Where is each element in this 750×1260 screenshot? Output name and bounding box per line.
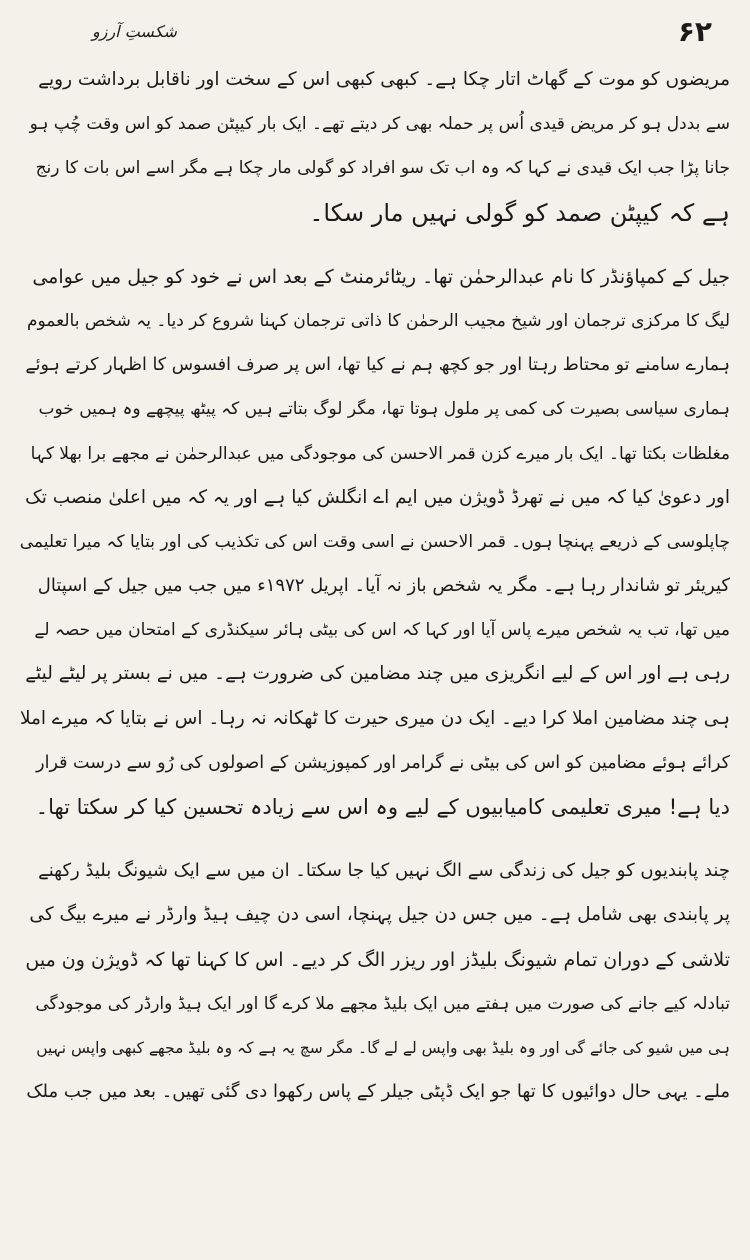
text-line: دیا ہے! میری تعلیمی کامیابیوں کے لیے وہ اس سے زیادہ تحسین کیا کر سکتا تھا۔ — [35, 795, 730, 819]
paragraph — [20, 58, 730, 235]
text-line: میں تھا، تب یہ شخص میرے پاس آیا اور کہا کہ اس کی بیٹی ہائر سیکنڈری کے امتحان میں حصہ لے — [34, 620, 730, 641]
text-line: اور دعویٰ کیا کہ میں نے تھرڈ ڈویژن میں ایم اے انگلش کیا ہے اور یہ کہ میں اعلیٰ منصب تک — [25, 486, 730, 508]
text-line: پر پابندی بھی شامل ہے۔ میں جس دن جیل پہنچا، اسی دن چیف ہیڈ وارڈر نے میرے بیگ کی — [29, 904, 730, 926]
book-title: شکستِ آرزو — [92, 22, 177, 41]
page-number: ۶۲ — [677, 15, 712, 48]
text-line: رہی ہے اور اس کے لیے انگریزی میں چند مضامین کی ضرورت ہے۔ میں نے بستر پر لیٹے لیٹے — [25, 663, 730, 685]
paragraph — [20, 255, 730, 829]
text-line: ملے۔ یہی حال دوائیوں کا تھا جو ایک ڈپٹی جیلر کے پاس رکھوا دی گئی تھیں۔ بعد میں جب ملک — [26, 1081, 730, 1103]
text-line: جانا پڑا جب ایک قیدی نے کہا کہ وہ اب تک سو افراد کو گولی مار چکا ہے مگر اسے اس بات کا رنج — [35, 158, 730, 179]
text-line: ہمارے سامنے تو محتاط رہتا اور جو کچھ ہم نے کیا تھا، اس پر صرف افسوس کا اظہار کرتے ہوئے — [25, 355, 730, 376]
text-line: مریضوں کو موت کے گھاٹ اتار چکا ہے۔ کبھی کبھی اس کے سخت اور ناقابل برداشت رویے — [38, 69, 730, 90]
text-line: کیریئر تو شاندار رہا ہے۔ مگر یہ شخص باز نہ آیا۔ اپریل ۱۹۷۲ء میں جب میں جیل کے اسپتال — [37, 575, 730, 597]
text-line: چاپلوسی کے ذریعے پہنچا ہوں۔ قمر الاحسن نے اسی وقت اس کی تکذیب کی اور بتایا کہ میرا تعلیمی — [20, 531, 730, 552]
text-line: سے بددل ہو کر مریض قیدی اُس پر حملہ بھی کر دیتے تھے۔ ایک بار کیپٹن صمد کو اس وقت چُپ ہو — [29, 114, 730, 135]
body-text — [20, 58, 730, 1134]
text-line: تلاشی کے دوران تمام شیونگ بلیڈز اور ریزر الگ کر دیے۔ اس کا کہنا تھا کہ ڈویژن ون میں — [25, 948, 730, 971]
text-line: تبادلہ کیے جانے کی صورت میں ہفتے میں ایک بلیڈ مجھے ملا کرے گا اور ایک ہیڈ وارڈر کی موجودگی — [35, 993, 730, 1014]
text-line: لیگ کا مرکزی ترجمان اور شیخ مجیب الرحمٰن کا ذاتی ترجمان کہنا شروع کر دیا۔ یہ شخص بالعموم — [27, 310, 730, 331]
text-line: ہے کہ کیپٹن صمد کو گولی نہیں مار سکا۔ — [309, 198, 730, 227]
text-line: چند پابندیوں کو جیل کی زندگی سے الگ نہیں کیا جا سکتا۔ ان میں سے ایک شیونگ بلیڈ رکھنے — [38, 860, 730, 882]
text-line: ہماری سیاسی بصیرت کی کمی پر ملول ہوتا تھا، مگر لوگ بتاتے ہیں کہ پیٹھ پیچھے وہ ہمیں خوب — [38, 399, 730, 420]
text-line: کرائے ہوئے مضامین کو اس کی بیٹی نے گرامر اور کمپوزیشن کے اصولوں کی رُو سے درست قرار — [36, 752, 730, 773]
text-line: مغلظات بکتا تھا۔ ایک بار میرے کزن قمر الاحسن کی موجودگی میں عبدالرحمٰن نے مجھے برا بھلا کہا — [30, 443, 730, 464]
text-line: جیل کے کمپاؤنڈر کا نام عبدالرحمٰن تھا۔ ریٹائرمنٹ کے بعد اس نے خود کو جیل میں عوامی — [32, 265, 730, 288]
page-header — [20, 14, 730, 60]
paragraph — [20, 849, 730, 1114]
text-line: ہی چند مضامین املا کرا دیے۔ ایک دن میری حیرت کا ٹھکانہ نہ رہا۔ اس نے بتایا کہ میرے املا — [20, 707, 730, 729]
text-line: ہی میں شیو کی جائے گی اور وہ بلیڈ بھی واپس لے لے گا۔ مگر سچ یہ ہے کہ وہ بلیڈ مجھے کبھی واپس نہیں — [36, 1038, 730, 1057]
